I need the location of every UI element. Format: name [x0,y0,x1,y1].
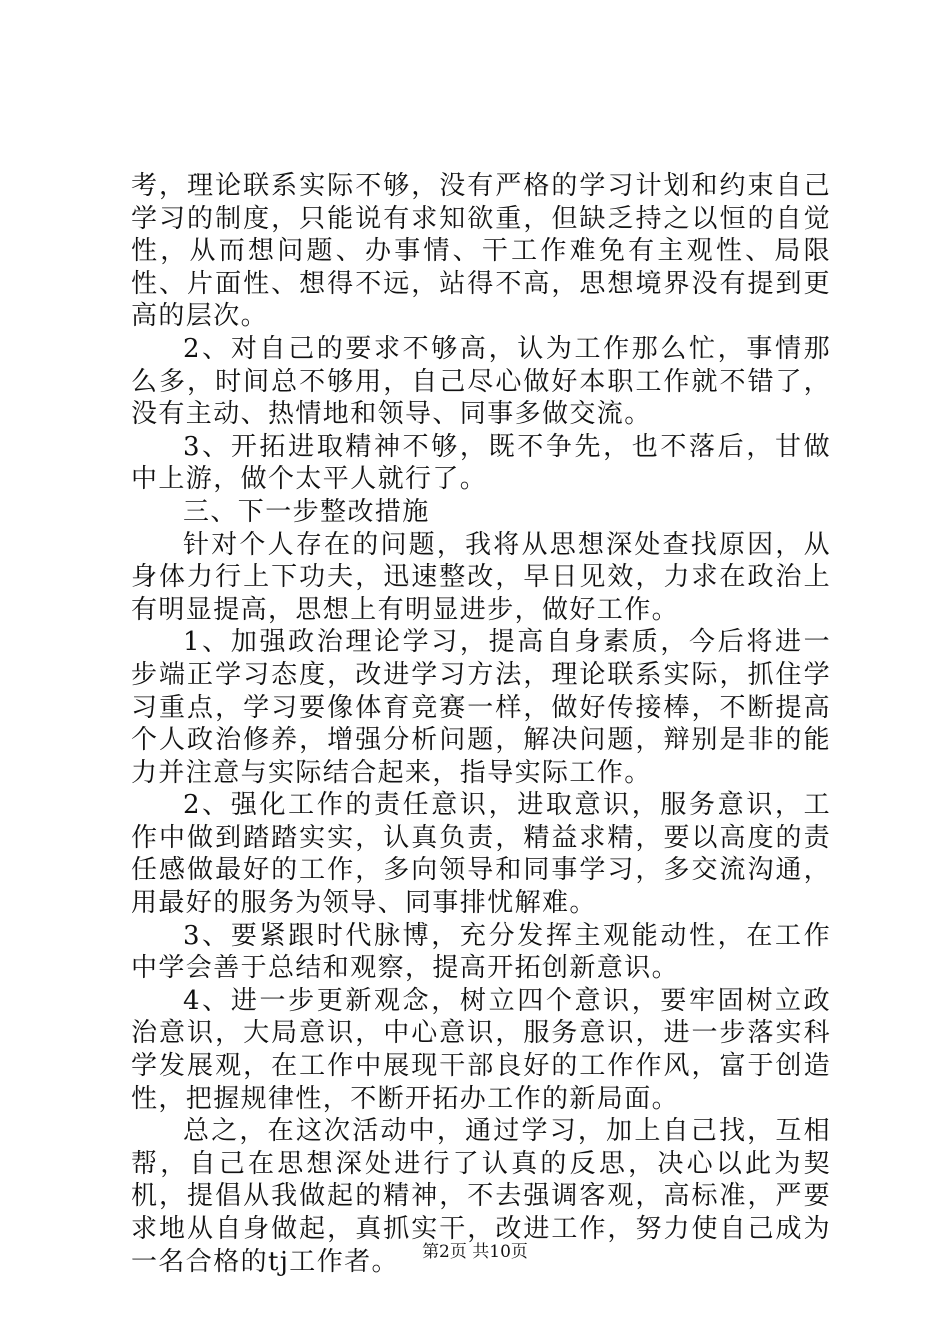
body-paragraph: 2、对自己的要求不够高，认为工作那么忙，事情那么多，时间总不够用，自己尽心做好本职工作就不错了，没有主动、热情地和领导、同事多做交流。 [131,333,831,430]
body-paragraph: 2、强化工作的责任意识，进取意识，服务意识，工作中做到踏踏实实，认真负责，精益求精，要以高度的责任感做最好的工作，多向领导和同事学习，多交流沟通，用最好的服务为领导、同事排忧解难。 [131,790,831,919]
page-number-label: 第2页 共10页 [422,1242,528,1262]
body-paragraph: 考，理论联系实际不够，没有严格的学习计划和约束自己学习的制度，只能说有求知欲重，但缺乏持之以恒的自觉性，从而想问题、办事情、干工作难免有主观性、局限性、片面性、想得不远，站得不高，思想境界没有提到更高的层次。 [131,171,831,332]
document-body [131,170,831,1278]
body-paragraph: 3、要紧跟时代脉博，充分发挥主观能动性，在工作中学会善于总结和观察，提高开拓创新意识。 [131,920,831,984]
body-paragraph: 4、进一步更新观念，树立四个意识，要牢固树立政治意识，大局意识，中心意识，服务意识，进一步落实科学发展观，在工作中展现干部良好的工作作风，富于创造性，把握规律性，不断开拓办工作的新局面。 [131,985,831,1114]
section-heading: 三、下一步整改措施 [183,496,430,527]
body-paragraph: 总之，在这次活动中，通过学习，加上自己找，互相帮，自己在思想深处进行了认真的反思，决心以此为契机，提倡从我做起的精神，不去强调客观，高标准，严要求地从自身做起，真抓实干，改进工作，努力使自己成为一名合格的tj工作者。 [131,1116,831,1277]
body-paragraph: 3、开拓进取精神不够，既不争先，也不落后，甘做中上游，做个太平人就行了。 [131,431,831,495]
body-paragraph: 1、加强政治理论学习，提高自身素质，今后将进一步端正学习态度，改进学习方法，理论联系实际，抓住学习重点，学习要像体育竞赛一样，做好传接棒，不断提高个人政治修养，增强分析问题，解决问题，辩别是非的能力并注意与实际结合起来，指导实际工作。 [131,627,831,788]
page-footer [0,1241,950,1263]
body-paragraph: 针对个人存在的问题，我将从思想深处查找原因，从身体力行上下功夫，迅速整改，早日见效，力求在政治上有明显提高，思想上有明显进步，做好工作。 [131,529,831,625]
